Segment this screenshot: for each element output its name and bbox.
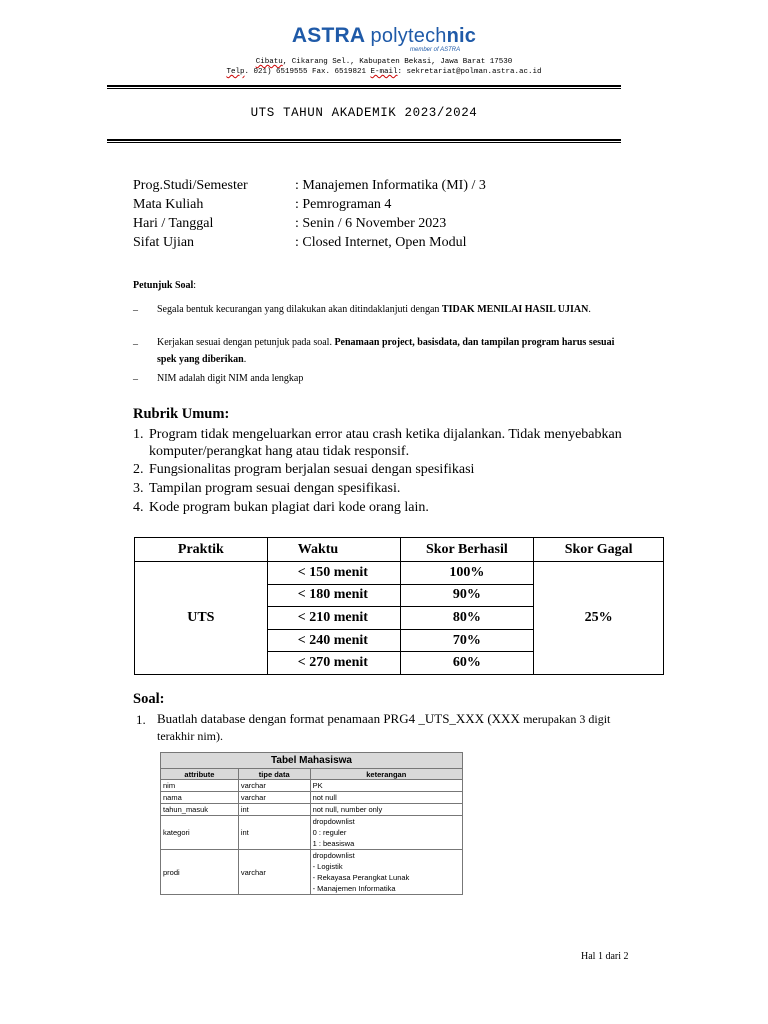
- mahasiswa-table-title: Tabel Mahasiswa: [161, 753, 463, 769]
- cell-attr: kategori: [161, 816, 239, 850]
- header-rule-top-thin: [107, 88, 621, 89]
- instruction-2: Kerjakan sesuai dengan petunjuk pada soal. Penamaan project, basisdata, dan tampilan program harus sesuai spek yang diberikan.: [157, 337, 615, 365]
- col-tipe-data: tipe data: [238, 769, 310, 780]
- address-city: Cibatu: [255, 58, 283, 66]
- cell-gagal: 25%: [534, 562, 664, 675]
- cell-waktu: < 150 menit: [267, 562, 400, 585]
- table-row: [161, 850, 463, 895]
- table-row: [161, 804, 463, 816]
- bullet-2: –: [133, 339, 138, 350]
- cell-praktik: UTS: [135, 562, 268, 675]
- mahasiswa-table: [160, 752, 463, 895]
- score-table-header: [135, 538, 664, 562]
- cell-skor: 80%: [400, 607, 534, 630]
- cell-type: int: [238, 816, 310, 850]
- cell-ket: not null, number only: [310, 804, 462, 816]
- address-line-1: [0, 58, 768, 66]
- soal-item-1: Buatlah database dengan format penamaan PRG4 _UTS_XXX (XXX merupakan 3 digit: [157, 711, 611, 726]
- cell-ket: PK: [310, 780, 462, 792]
- rubrik-num-3: 3.: [133, 481, 144, 496]
- cell-type: varchar: [238, 792, 310, 804]
- instruction-1: Segala bentuk kecurangan yang dilakukan akan ditindaklanjuti dengan TIDAK MENILAI HASIL UJIAN.: [157, 304, 591, 315]
- table-row: [161, 792, 463, 804]
- instructions-heading: Petunjuk Soal:: [133, 280, 197, 291]
- col-keterangan: keterangan: [310, 769, 462, 780]
- col-attribute: attribute: [161, 769, 239, 780]
- email-label: E-mail: [370, 68, 398, 76]
- cell-attr: nama: [161, 792, 239, 804]
- cell-type: varchar: [238, 780, 310, 792]
- info-label-prodi: Prog.Studi/Semester: [133, 178, 248, 193]
- exam-title: UTS TAHUN AKADEMIK 2023/2024: [250, 106, 478, 120]
- rubrik-num-1: 1.: [133, 427, 144, 442]
- table-row: [135, 562, 664, 585]
- col-waktu: Waktu: [267, 538, 400, 562]
- soal-heading: Soal:: [133, 691, 165, 707]
- cell-skor: 60%: [400, 652, 534, 675]
- header-rule-bottom-thin: [107, 142, 621, 143]
- rubrik-num-2: 2.: [133, 462, 144, 477]
- header-rule-bottom: [107, 139, 621, 141]
- instruction-3: NIM adalah digit NIM anda lengkap: [157, 373, 304, 384]
- cell-attr: nim: [161, 780, 239, 792]
- logo-astra: ASTRA: [291, 24, 365, 47]
- table-row: [161, 780, 463, 792]
- soal-item-1-cont: terakhir nim).: [157, 729, 223, 743]
- cell-skor: 90%: [400, 584, 534, 607]
- rubrik-item-1-cont: komputer/perangkat hang atau tidak responsif.: [149, 444, 410, 459]
- info-value-sifat: : Closed Internet, Open Modul: [295, 235, 467, 250]
- cell-waktu: < 180 menit: [267, 584, 400, 607]
- header-rule-top: [107, 85, 621, 87]
- cell-skor: 70%: [400, 629, 534, 652]
- bullet-3: –: [133, 374, 138, 385]
- cell-ket: dropdownlist 0 : reguler 1 : beasiswa: [310, 816, 462, 850]
- rubrik-item-3: Tampilan program sesuai dengan spesifikasi.: [149, 481, 401, 496]
- cell-attr: tahun_masuk: [161, 804, 239, 816]
- cell-attr: prodi: [161, 850, 239, 895]
- score-table: [134, 537, 664, 675]
- info-label-sifat: Sifat Ujian: [133, 235, 195, 250]
- info-value-tanggal: : Senin / 6 November 2023: [295, 216, 447, 231]
- info-value-prodi: : Manajemen Informatika (MI) / 3: [295, 178, 486, 193]
- email-value: : sekretariat@polman.astra.ac.id: [397, 68, 542, 76]
- institution-logo: [0, 24, 768, 48]
- rubrik-item-4: Kode program bukan plagiat dari kode orang lain.: [149, 500, 429, 515]
- table-row: [161, 816, 463, 850]
- cell-type: int: [238, 804, 310, 816]
- cell-waktu: < 210 menit: [267, 607, 400, 630]
- cell-ket: not null: [310, 792, 462, 804]
- bullet-1: –: [133, 305, 138, 316]
- col-skor-gagal: Skor Gagal: [534, 538, 664, 562]
- cell-type: varchar: [238, 850, 310, 895]
- cell-waktu: < 240 menit: [267, 629, 400, 652]
- address-line-2: [0, 68, 768, 76]
- phone-fax: . 021) 6519555 Fax. 6519821: [244, 68, 371, 76]
- rubrik-num-4: 4.: [133, 500, 144, 515]
- phone-label: Telp: [226, 68, 245, 76]
- cell-ket: dropdownlist - Logistik - Rekayasa Perangkat Lunak - Manajemen Informatika: [310, 850, 462, 895]
- rubrik-item-1: Program tidak mengeluarkan error atau crash ketika dijalankan. Tidak menyebabkan: [149, 427, 622, 442]
- cell-skor: 100%: [400, 562, 534, 585]
- cell-waktu: < 270 menit: [267, 652, 400, 675]
- col-praktik: Praktik: [135, 538, 268, 562]
- col-skor-berhasil: Skor Berhasil: [400, 538, 534, 562]
- logo-nic: nic: [446, 25, 477, 47]
- info-value-matkul: : Pemrograman 4: [295, 197, 392, 212]
- info-label-matkul: Mata Kuliah: [133, 197, 204, 212]
- logo-member-text: member of ASTRA: [410, 47, 461, 53]
- rubrik-heading: Rubrik Umum:: [133, 406, 230, 422]
- logo-poly: polytech: [370, 25, 447, 47]
- info-label-tanggal: Hari / Tanggal: [133, 216, 214, 231]
- page-number: Hal 1 dari 2: [581, 951, 629, 962]
- soal-num-1: 1.: [136, 712, 146, 727]
- rubrik-item-2: Fungsionalitas program berjalan sesuai dengan spesifikasi: [149, 462, 475, 477]
- address-rest: , Cikarang Sel., Kabupaten Bekasi, Jawa Barat 17530: [282, 58, 513, 66]
